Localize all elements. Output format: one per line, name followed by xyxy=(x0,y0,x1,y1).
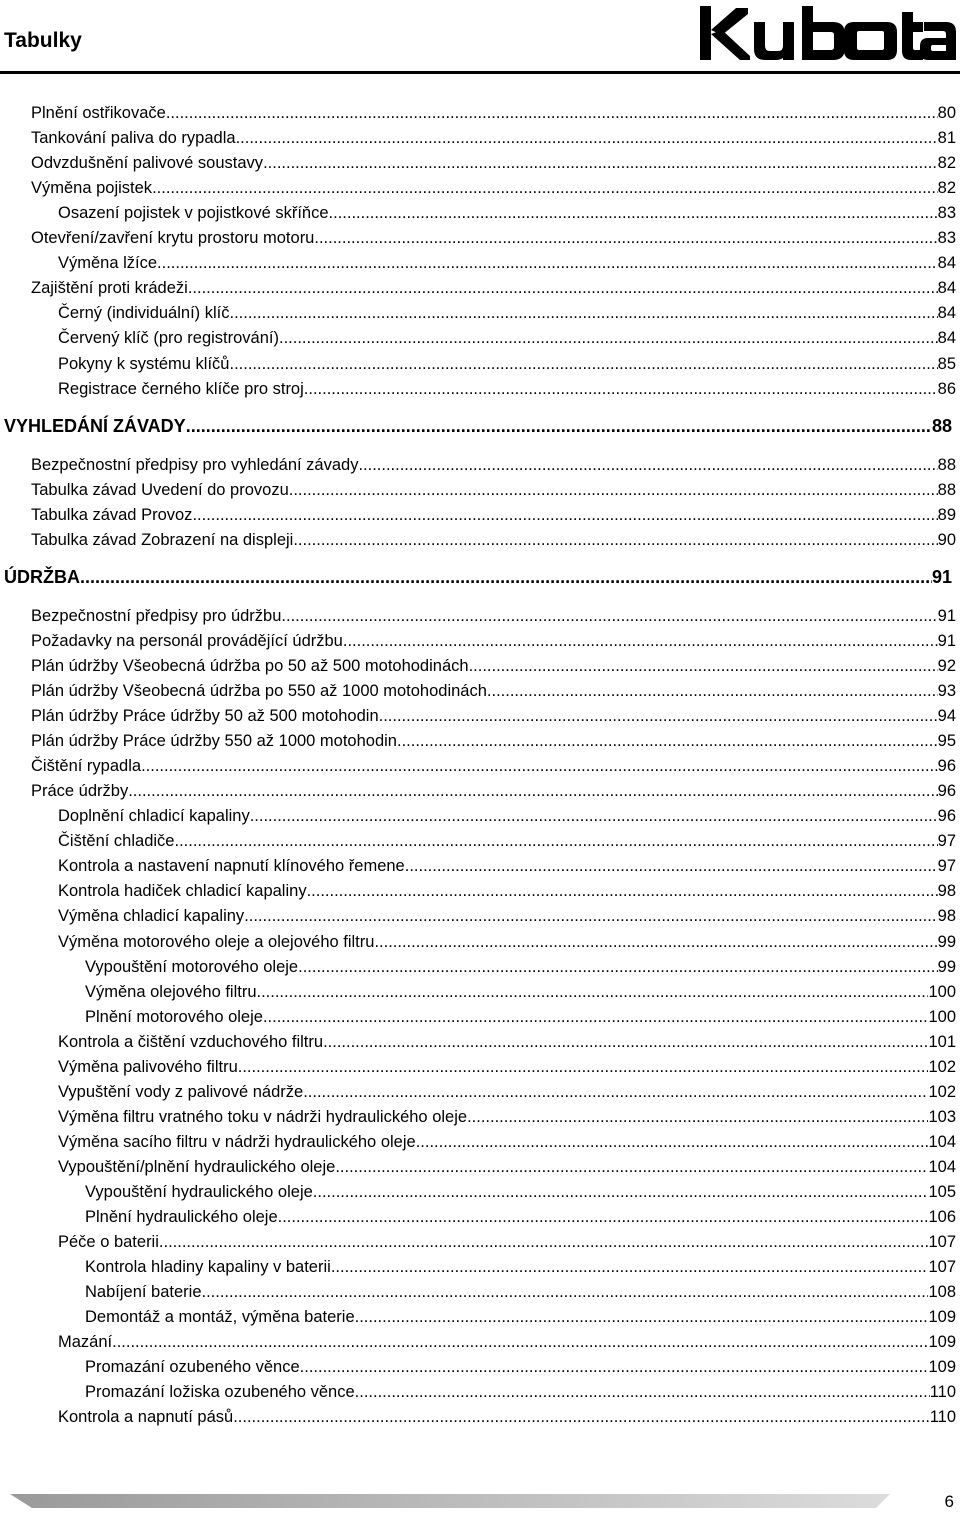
toc-item-page: 102 xyxy=(928,1083,956,1101)
toc-item-page: 99 xyxy=(937,933,956,951)
toc-leader-dots xyxy=(335,1155,928,1180)
toc-item[interactable] xyxy=(31,528,956,553)
toc-item-label: Registrace černého klíče pro stroj xyxy=(58,380,304,398)
toc-item[interactable] xyxy=(85,980,956,1005)
toc-item[interactable] xyxy=(31,226,956,251)
toc-item-label: Vypouštění motorového oleje xyxy=(85,958,299,976)
toc-leader-dots xyxy=(331,1255,929,1280)
toc-item[interactable] xyxy=(31,478,956,503)
toc-leader-dots xyxy=(355,1380,930,1405)
page-title: Tabulky xyxy=(4,29,82,52)
toc-item[interactable] xyxy=(58,854,956,879)
toc-item-label: Čištění chladiče xyxy=(58,832,175,850)
toc-leader-dots xyxy=(374,930,937,955)
toc-item-page: 99 xyxy=(937,958,956,976)
toc-item-page: 93 xyxy=(937,682,956,700)
toc-leader-dots xyxy=(307,879,938,904)
toc-item[interactable] xyxy=(58,251,956,276)
toc-leader-dots xyxy=(263,151,938,176)
toc-item-label: Kontrola a čištění vzduchového filtru xyxy=(58,1033,324,1051)
toc-leader-dots xyxy=(186,414,932,439)
toc-leader-dots xyxy=(166,101,938,126)
toc-item[interactable] xyxy=(85,1255,956,1280)
toc-leader-dots xyxy=(238,1055,929,1080)
kubota-logo xyxy=(696,2,958,64)
toc-item-page: 92 xyxy=(937,657,956,675)
toc-item-page: 106 xyxy=(928,1208,956,1226)
toc-item-label: Tankování paliva do rypadla xyxy=(31,129,236,147)
toc-item[interactable] xyxy=(85,1280,956,1305)
header-divider xyxy=(0,71,960,74)
toc-item-page: 96 xyxy=(937,782,956,800)
toc-item[interactable] xyxy=(31,276,956,301)
toc-item-page: 110 xyxy=(929,1408,956,1426)
toc-item-page: 100 xyxy=(928,983,956,1001)
toc-item-label: Vypouštění/plnění hydraulického oleje xyxy=(58,1158,336,1176)
toc-item-label: Promazání ozubeného věnce xyxy=(85,1358,300,1376)
toc-item-label: Plnění hydraulického oleje xyxy=(85,1208,278,1226)
toc-item-label: Kontrola a nastavení napnutí klínového řemene xyxy=(58,857,405,875)
toc-item-label: Pokyny k systému klíčů xyxy=(58,355,230,373)
toc-item-page: 98 xyxy=(937,882,956,900)
toc-item-page: 82 xyxy=(937,154,956,172)
toc-leader-dots xyxy=(229,301,937,326)
toc-item-label: Kontrola hladiny kapaliny v baterii xyxy=(85,1258,331,1276)
footer-bar xyxy=(10,1494,890,1508)
toc-item-label: Výměna sacího filtru v nádrži hydraulického oleje xyxy=(58,1133,416,1151)
toc-item-label: Požadavky na personál provádějící údržbu xyxy=(31,632,343,650)
toc-item[interactable] xyxy=(31,101,956,126)
toc-item-label: Výměna palivového filtru xyxy=(58,1058,238,1076)
toc-item-page: 84 xyxy=(937,329,956,347)
toc-item-label: Zajištění proti krádeži xyxy=(31,279,188,297)
toc-item-label: Osazení pojistek v pojistkové skříňce xyxy=(58,204,329,222)
toc-item-label: Mazání xyxy=(58,1333,113,1351)
toc-item[interactable] xyxy=(58,352,956,377)
toc-leader-dots xyxy=(300,1355,929,1380)
toc-item-label: Bezpečnostní předpisy pro údržbu xyxy=(31,607,282,625)
toc-item-page: 95 xyxy=(937,732,956,750)
toc-item-label: Plán údržby Práce údržby 550 až 1000 motohodin xyxy=(31,732,397,750)
toc-item[interactable] xyxy=(31,704,956,729)
toc-leader-dots xyxy=(329,201,938,226)
toc-leader-dots xyxy=(236,126,938,151)
toc-item[interactable] xyxy=(31,604,956,629)
toc-leader-dots xyxy=(244,904,937,929)
toc-leader-dots xyxy=(313,1180,929,1205)
toc-leader-dots xyxy=(128,779,937,804)
toc-item[interactable] xyxy=(58,1330,956,1355)
toc-item-label: Výměna chladicí kapaliny xyxy=(58,907,245,925)
toc-item[interactable] xyxy=(58,1055,956,1080)
toc-item-page: 97 xyxy=(937,857,956,875)
toc-item-label: Bezpečnostní předpisy pro vyhledání závady xyxy=(31,456,359,474)
toc-leader-dots xyxy=(416,1130,929,1155)
toc-leader-dots xyxy=(358,453,937,478)
toc-item-page: 86 xyxy=(937,380,956,398)
toc-leader-dots xyxy=(159,1230,929,1255)
toc-item-label: Plán údržby Práce údržby 50 až 500 motohodin xyxy=(31,707,379,725)
toc-item-page: 101 xyxy=(928,1033,956,1051)
toc-leader-dots xyxy=(233,1405,929,1430)
toc-item-page: 88 xyxy=(937,456,956,474)
toc-leader-dots xyxy=(152,176,938,201)
toc-item[interactable] xyxy=(58,301,956,326)
toc-item[interactable] xyxy=(31,779,956,804)
toc-item-page: 91 xyxy=(937,632,956,650)
toc-leader-dots xyxy=(397,729,938,754)
toc-leader-dots xyxy=(304,377,938,402)
toc-leader-dots xyxy=(278,1205,929,1230)
toc-item-page: 100 xyxy=(928,1008,956,1026)
toc-item-label: Kontrola a napnutí pásů xyxy=(58,1408,234,1426)
toc-item-page: 84 xyxy=(937,254,956,272)
toc-item-label: Tabulka závad Zobrazení na displeji xyxy=(31,531,294,549)
toc-item[interactable] xyxy=(31,453,956,478)
toc-leader-dots xyxy=(250,804,938,829)
toc-item-page: 96 xyxy=(937,807,956,825)
toc-item-label: Tabulka závad Uvedení do provozu xyxy=(31,481,289,499)
toc-item-page: 91 xyxy=(937,607,956,625)
toc-item[interactable] xyxy=(31,629,956,654)
toc-item-label: Černý (individuální) klíč xyxy=(58,304,230,322)
toc-item-label: Odvzdušnění palivové soustavy xyxy=(31,154,264,172)
toc-item-page: 81 xyxy=(937,129,956,147)
toc-item-page: 84 xyxy=(937,279,956,297)
toc-item-label: Výměna lžíce xyxy=(58,254,158,272)
toc-item-label: ÚDRŽBA xyxy=(4,567,80,587)
toc-item[interactable] xyxy=(58,1405,956,1430)
toc-leader-dots xyxy=(487,679,938,704)
toc-item[interactable] xyxy=(58,1155,956,1180)
toc-leader-dots xyxy=(141,754,938,779)
toc-item[interactable] xyxy=(85,1005,956,1030)
toc-item-page: 89 xyxy=(937,506,956,524)
toc-item[interactable] xyxy=(31,151,956,176)
toc-leader-dots xyxy=(323,1030,928,1055)
toc-item[interactable] xyxy=(85,1205,956,1230)
toc-item[interactable] xyxy=(58,904,956,929)
toc-item-label: Výměna motorového oleje a olejového filtru xyxy=(58,933,375,951)
toc-item-label: Vypuštění vody z palivové nádrže xyxy=(58,1083,304,1101)
toc-item[interactable] xyxy=(58,1080,956,1105)
toc-item-label: Kontrola hadiček chladicí kapaliny xyxy=(58,882,307,900)
toc-item-label: Plnění motorového oleje xyxy=(85,1008,263,1026)
toc-item-page: 109 xyxy=(928,1308,956,1326)
toc-item[interactable] xyxy=(85,1355,956,1380)
toc-item-page: 105 xyxy=(928,1183,956,1201)
toc-item[interactable] xyxy=(58,326,956,351)
logo-text: kubota xyxy=(696,2,700,3)
toc-item[interactable] xyxy=(58,377,956,402)
toc-item-page: 97 xyxy=(937,832,956,850)
toc-item-page: 96 xyxy=(937,757,956,775)
toc-item-page: 83 xyxy=(937,204,956,222)
toc-leader-dots xyxy=(289,478,938,503)
toc-leader-dots xyxy=(192,503,937,528)
toc-leader-dots xyxy=(298,955,938,980)
toc-item-page: 90 xyxy=(937,531,956,549)
toc-section[interactable] xyxy=(4,414,952,439)
toc-leader-dots xyxy=(174,829,937,854)
toc-item-label: Promazání ložiska ozubeného věnce xyxy=(85,1383,355,1401)
toc-item-page: 107 xyxy=(928,1258,956,1276)
toc-leader-dots xyxy=(379,704,938,729)
toc-item[interactable] xyxy=(58,1105,956,1130)
toc-item-page: 80 xyxy=(937,104,956,122)
toc-item[interactable] xyxy=(31,729,956,754)
toc-item[interactable] xyxy=(31,679,956,704)
toc-item-label: Plnění ostřikovače xyxy=(31,104,166,122)
toc-item-label: Doplnění chladicí kapaliny xyxy=(58,807,250,825)
toc-item-label: VYHLEDÁNÍ ZÁVADY xyxy=(4,416,186,436)
toc-item[interactable] xyxy=(31,654,956,679)
toc-item[interactable] xyxy=(31,176,956,201)
toc-item-page: 85 xyxy=(937,355,956,373)
toc-leader-dots xyxy=(355,1305,929,1330)
toc-item-label: Tabulka závad Provoz xyxy=(31,506,193,524)
toc-leader-dots xyxy=(157,251,938,276)
toc-item[interactable] xyxy=(31,126,956,151)
toc-leader-dots xyxy=(188,276,938,301)
toc-item-label: Práce údržby xyxy=(31,782,129,800)
toc-item[interactable] xyxy=(31,754,956,779)
toc-leader-dots xyxy=(469,654,938,679)
toc-item[interactable] xyxy=(58,930,956,955)
toc-leader-dots xyxy=(279,326,938,351)
toc-item-page: 91 xyxy=(931,567,952,587)
toc-item-page: 88 xyxy=(937,481,956,499)
toc-item-page: 83 xyxy=(937,229,956,247)
toc-leader-dots xyxy=(263,1005,929,1030)
toc-leader-dots xyxy=(112,1330,928,1355)
toc-leader-dots xyxy=(467,1105,928,1130)
toc-item[interactable] xyxy=(31,503,956,528)
toc-item[interactable] xyxy=(58,1030,956,1055)
toc-leader-dots xyxy=(303,1080,928,1105)
toc-item-label: Nabíjení baterie xyxy=(85,1283,202,1301)
toc-item-page: 98 xyxy=(937,907,956,925)
toc-item[interactable] xyxy=(58,1230,956,1255)
toc-item-page: 82 xyxy=(937,179,956,197)
toc-section[interactable] xyxy=(4,565,952,590)
toc-item[interactable] xyxy=(58,829,956,854)
toc-leader-dots xyxy=(202,1280,929,1305)
toc-item-page: 104 xyxy=(928,1133,956,1151)
toc-leader-dots xyxy=(257,980,929,1005)
toc-item-label: Výměna filtru vratného toku v nádrži hydraulického oleje xyxy=(58,1108,468,1126)
toc-item-page: 109 xyxy=(928,1333,956,1351)
toc-item[interactable] xyxy=(85,1305,956,1330)
toc-leader-dots xyxy=(405,854,938,879)
toc-leader-dots xyxy=(314,226,937,251)
toc-item-page: 88 xyxy=(931,416,952,436)
toc-item-page: 108 xyxy=(928,1283,956,1301)
page-number: 6 xyxy=(944,1492,954,1511)
toc-item-page: 107 xyxy=(928,1233,956,1251)
toc-item[interactable] xyxy=(85,1380,956,1405)
toc-item-label: Demontáž a montáž, výměna baterie xyxy=(85,1308,355,1326)
toc-item-page: 94 xyxy=(937,707,956,725)
toc-item[interactable] xyxy=(58,804,956,829)
toc-item-label: Vypouštění hydraulického oleje xyxy=(85,1183,313,1201)
toc-leader-dots xyxy=(293,528,937,553)
toc-item-label: Plán údržby Všeobecná údržba po 550 až 1000 motohodinách xyxy=(31,682,487,700)
toc-item[interactable] xyxy=(85,1180,956,1205)
toc-leader-dots xyxy=(229,352,937,377)
toc-leader-dots xyxy=(80,565,932,590)
toc-item-page: 103 xyxy=(928,1108,956,1126)
toc-item-label: Výměna pojistek xyxy=(31,179,153,197)
toc-item[interactable] xyxy=(85,955,956,980)
toc-item-page: 104 xyxy=(928,1158,956,1176)
toc-item-label: Červený klíč (pro registrování) xyxy=(58,329,279,347)
toc-item-label: Péče o baterii xyxy=(58,1233,159,1251)
toc-leader-dots xyxy=(281,604,937,629)
toc-leader-dots xyxy=(343,629,938,654)
toc-item[interactable] xyxy=(58,879,956,904)
toc-item[interactable] xyxy=(58,201,956,226)
toc-item-label: Otevření/zavření krytu prostoru motoru xyxy=(31,229,315,247)
toc-item-page: 102 xyxy=(928,1058,956,1076)
toc-item-page: 84 xyxy=(937,304,956,322)
toc-item-page: 109 xyxy=(928,1358,956,1376)
toc-item-label: Výměna olejového filtru xyxy=(85,983,257,1001)
toc-item-label: Plán údržby Všeobecná údržba po 50 až 500 motohodinách xyxy=(31,657,469,675)
toc-item-page: 110 xyxy=(929,1383,956,1401)
toc-item-label: Čištění rypadla xyxy=(31,757,142,775)
toc-item[interactable] xyxy=(58,1130,956,1155)
